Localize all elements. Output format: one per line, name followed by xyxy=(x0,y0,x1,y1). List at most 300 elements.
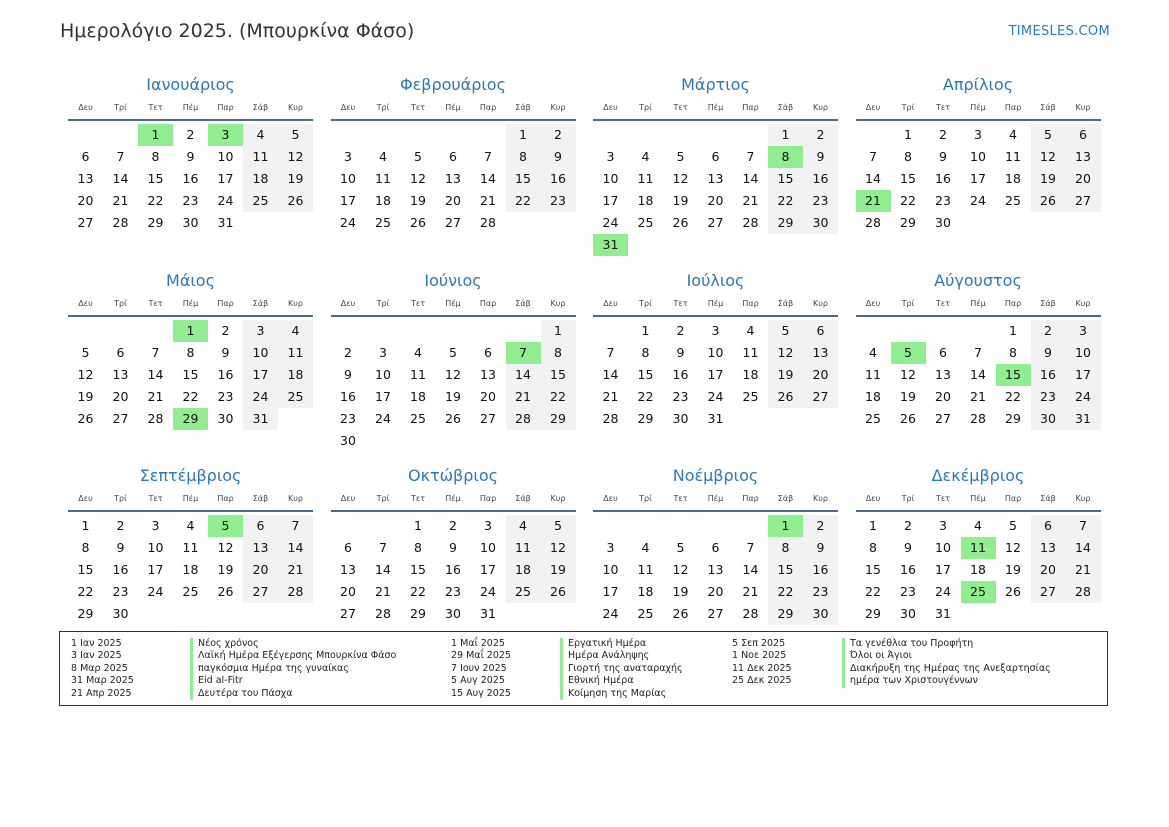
day-cell: 2 xyxy=(449,518,457,533)
day-cell: 25 xyxy=(410,411,426,426)
day-grid xyxy=(856,515,1101,625)
day-cell: 31 xyxy=(707,411,724,426)
day-cell: 6 xyxy=(81,149,90,164)
day-cell: 13 xyxy=(1066,146,1101,168)
day-cell: 6 xyxy=(484,345,492,360)
day-cell: 25 xyxy=(506,581,541,603)
day-cell: 9 xyxy=(676,345,685,360)
holiday-date: 5 Σεπ 2025 xyxy=(732,638,786,649)
day-cell: 18 xyxy=(637,584,654,599)
day-cell: 20 xyxy=(803,364,838,386)
weekday-label: Παρ xyxy=(479,299,497,308)
day-cell: 17 xyxy=(217,171,234,186)
day-cell: 30 xyxy=(112,606,129,621)
day-cell: 4 xyxy=(414,345,422,360)
day-cell: 23 xyxy=(445,584,461,599)
holiday-name: Νέος χρόνος xyxy=(190,638,259,650)
day-cell: 17 xyxy=(707,367,724,382)
weekday-label: Σάβ xyxy=(515,494,531,503)
day-cell: 27 xyxy=(77,215,94,230)
day-cell: 23 xyxy=(340,411,356,426)
day-cell: 4 xyxy=(1009,127,1017,142)
day-cell: 7 xyxy=(484,149,492,164)
day-cell: 8 xyxy=(81,540,90,555)
empty-cell xyxy=(593,515,628,537)
holiday-date: 29 Μαΐ 2025 xyxy=(451,650,511,662)
day-cell: 30 xyxy=(803,212,838,234)
day-cell: 8 xyxy=(186,345,195,360)
empty-cell xyxy=(961,320,996,342)
day-cell: 28 xyxy=(1066,581,1101,603)
day-cell: 7 xyxy=(869,149,877,164)
holiday-name: Εργατική Ημέρα xyxy=(560,638,646,650)
weekday-label: Σάβ xyxy=(1040,299,1056,308)
day-cell: 17 xyxy=(375,389,391,404)
day-cell: 3 xyxy=(1066,320,1101,342)
day-cell: 21 xyxy=(112,193,129,208)
day-cell: 28 xyxy=(865,215,881,230)
empty-cell xyxy=(926,320,961,342)
day-cell: 21 xyxy=(506,386,541,408)
day-cell: 20 xyxy=(340,584,356,599)
weekday-label: Κυρ xyxy=(550,103,566,112)
day-cell: 12 xyxy=(217,540,234,555)
day-cell: 25 xyxy=(742,389,759,404)
day-cell: 6 xyxy=(449,149,457,164)
day-cell: 23 xyxy=(1031,386,1066,408)
day-cell: 13 xyxy=(445,171,461,186)
day-cell: 25 xyxy=(637,606,654,621)
weekday-label: Πέμ xyxy=(445,299,461,308)
weekday-label: Παρ xyxy=(479,103,497,112)
month-calendar xyxy=(856,270,1101,430)
day-cell: 20 xyxy=(480,389,496,404)
month-name: Φεβρουάριος xyxy=(400,75,506,94)
empty-cell xyxy=(733,124,768,146)
day-cell: 3 xyxy=(606,149,615,164)
day-cell: 9 xyxy=(939,149,947,164)
day-cell: 1 xyxy=(869,518,877,533)
day-cell: 20 xyxy=(1031,559,1066,581)
empty-cell xyxy=(891,320,926,342)
day-cell: 1 xyxy=(904,127,912,142)
day-cell: 17 xyxy=(480,562,496,577)
day-cell: 2 xyxy=(186,127,195,142)
weekday-label: Τετ xyxy=(410,494,426,503)
day-cell: 13 xyxy=(77,171,94,186)
holiday-day-cell: 25 xyxy=(961,581,996,603)
day-cell: 29 xyxy=(541,408,576,430)
day-cell: 11 xyxy=(375,171,391,186)
day-cell: 26 xyxy=(672,215,689,230)
holiday-date: 8 Μαρ 2025 xyxy=(71,662,128,674)
weekday-label: Δευ xyxy=(865,103,881,112)
day-cell: 24 xyxy=(147,584,164,599)
day-cell: 14 xyxy=(506,364,541,386)
weekday-label: Πέμ xyxy=(182,299,199,308)
holiday-name: Διακήρυξη της Ημέρας της Ανεξαρτησίας xyxy=(842,663,1051,675)
day-cell: 23 xyxy=(182,193,199,208)
holiday-day-cell: 1 xyxy=(138,124,173,146)
weekday-label: Τρί xyxy=(901,494,915,503)
day-cell: 24 xyxy=(1066,386,1101,408)
holiday-day-cell: 5 xyxy=(208,515,243,537)
day-cell: 26 xyxy=(1005,584,1021,599)
day-cell: 16 xyxy=(803,559,838,581)
day-grid xyxy=(68,320,313,430)
weekday-label: Τρί xyxy=(901,103,915,112)
day-cell: 30 xyxy=(445,606,461,621)
day-cell: 12 xyxy=(541,537,576,559)
empty-cell xyxy=(401,124,436,146)
empty-cell xyxy=(331,515,366,537)
day-cell: 29 xyxy=(768,212,803,234)
day-cell: 15 xyxy=(768,168,803,190)
weekday-label: Τετ xyxy=(673,299,688,308)
day-grid xyxy=(856,124,1101,234)
day-cell: 19 xyxy=(278,168,313,190)
day-cell: 24 xyxy=(375,411,391,426)
day-cell: 13 xyxy=(340,562,356,577)
day-cell: 24 xyxy=(602,606,619,621)
weekday-label: Δευ xyxy=(78,103,93,112)
weekday-label: Κυρ xyxy=(288,494,303,503)
day-cell: 10 xyxy=(602,171,619,186)
weekday-label: Κυρ xyxy=(813,299,828,308)
weekday-label: Σάβ xyxy=(1040,494,1056,503)
month-calendar xyxy=(856,74,1101,234)
day-cell: 10 xyxy=(970,149,986,164)
day-cell: 27 xyxy=(1066,190,1101,212)
day-cell: 6 xyxy=(939,345,947,360)
day-cell: 28 xyxy=(742,215,759,230)
day-cell: 17 xyxy=(147,562,164,577)
weekday-header xyxy=(593,492,838,512)
day-cell: 5 xyxy=(278,124,313,146)
day-cell: 25 xyxy=(637,215,654,230)
day-cell: 30 xyxy=(182,215,199,230)
holiday-name: Δευτέρα του Πάσχα xyxy=(190,688,293,700)
weekday-label: Τετ xyxy=(410,299,426,308)
weekday-label: Σάβ xyxy=(515,103,531,112)
day-cell: 2 xyxy=(803,124,838,146)
weekday-label: Τετ xyxy=(148,103,163,112)
weekday-label: Παρ xyxy=(1004,299,1022,308)
day-grid xyxy=(856,320,1101,430)
day-cell: 21 xyxy=(375,584,391,599)
empty-cell xyxy=(663,515,698,537)
month-calendar xyxy=(593,465,838,625)
day-cell: 29 xyxy=(147,215,164,230)
day-cell: 14 xyxy=(375,562,391,577)
empty-cell xyxy=(366,320,401,342)
day-cell: 22 xyxy=(77,584,94,599)
day-cell: 1 xyxy=(414,518,422,533)
day-cell: 24 xyxy=(340,215,356,230)
day-cell: 14 xyxy=(147,367,164,382)
day-cell: 3 xyxy=(344,149,352,164)
holiday-name: Τα γενέθλια του Προφήτη xyxy=(842,638,973,650)
day-cell: 15 xyxy=(865,562,881,577)
day-cell: 3 xyxy=(939,518,947,533)
day-cell: 2 xyxy=(541,124,576,146)
weekday-header xyxy=(68,297,313,317)
day-cell: 31 xyxy=(243,408,278,430)
day-cell: 14 xyxy=(970,367,986,382)
weekday-label: Σάβ xyxy=(252,494,269,503)
day-cell: 11 xyxy=(410,367,426,382)
empty-cell xyxy=(138,320,173,342)
holiday-date: 7 Ιουν 2025 xyxy=(451,662,507,674)
empty-cell xyxy=(628,124,663,146)
weekday-label: Παρ xyxy=(217,103,234,112)
day-cell: 11 xyxy=(742,345,759,360)
day-cell: 18 xyxy=(182,562,199,577)
empty-cell xyxy=(366,124,401,146)
weekday-label: Δευ xyxy=(865,299,881,308)
day-cell: 23 xyxy=(803,190,838,212)
day-cell: 3 xyxy=(606,540,615,555)
holiday-day-cell: 15 xyxy=(996,364,1031,386)
day-cell: 21 xyxy=(602,389,619,404)
day-cell: 1 xyxy=(1009,323,1017,338)
day-cell: 19 xyxy=(1005,562,1021,577)
weekday-label: Παρ xyxy=(479,494,497,503)
day-cell: 13 xyxy=(707,562,724,577)
weekday-label: Πέμ xyxy=(182,494,199,503)
day-cell: 26 xyxy=(768,386,803,408)
day-cell: 30 xyxy=(935,215,951,230)
day-cell: 18 xyxy=(865,389,881,404)
day-cell: 30 xyxy=(672,411,689,426)
weekday-label: Πέμ xyxy=(182,103,199,112)
day-cell: 1 xyxy=(541,320,576,342)
day-cell: 30 xyxy=(900,606,916,621)
day-cell: 15 xyxy=(637,367,654,382)
day-cell: 5 xyxy=(541,515,576,537)
month-calendar xyxy=(68,74,313,234)
weekday-label: Τετ xyxy=(673,103,688,112)
day-cell: 10 xyxy=(707,345,724,360)
weekday-header xyxy=(856,492,1101,512)
day-cell: 1 xyxy=(506,124,541,146)
day-cell: 10 xyxy=(602,562,619,577)
day-cell: 18 xyxy=(410,389,426,404)
holiday-date: 31 Μαρ 2025 xyxy=(71,675,134,687)
day-cell: 17 xyxy=(602,193,619,208)
day-cell: 4 xyxy=(746,323,755,338)
weekday-label: Τετ xyxy=(410,103,426,112)
day-cell: 12 xyxy=(445,367,461,382)
day-cell: 31 xyxy=(935,606,951,621)
day-cell: 11 xyxy=(506,537,541,559)
day-cell: 18 xyxy=(278,364,313,386)
day-cell: 24 xyxy=(480,584,496,599)
month-name: Ιανουάριος xyxy=(146,75,235,94)
weekday-label: Πέμ xyxy=(707,299,724,308)
day-cell: 19 xyxy=(672,584,689,599)
day-cell: 15 xyxy=(147,171,164,186)
day-cell: 6 xyxy=(1066,124,1101,146)
day-cell: 5 xyxy=(1031,124,1066,146)
empty-cell xyxy=(436,124,471,146)
day-cell: 5 xyxy=(768,320,803,342)
empty-cell xyxy=(103,124,138,146)
day-cell: 23 xyxy=(803,581,838,603)
empty-cell xyxy=(436,320,471,342)
empty-cell xyxy=(733,515,768,537)
month-name: Νοέμβριος xyxy=(672,466,759,485)
day-cell: 10 xyxy=(217,149,234,164)
holiday-date: 1 Μαΐ 2025 xyxy=(451,638,505,649)
day-cell: 2 xyxy=(116,518,125,533)
month-calendar xyxy=(593,74,838,256)
weekday-label: Δευ xyxy=(78,299,93,308)
day-cell: 27 xyxy=(803,386,838,408)
day-cell: 19 xyxy=(445,389,461,404)
day-cell: 3 xyxy=(711,323,720,338)
day-cell: 17 xyxy=(935,562,951,577)
day-cell: 31 xyxy=(217,215,234,230)
day-cell: 18 xyxy=(506,559,541,581)
weekday-header xyxy=(68,492,313,512)
day-cell: 17 xyxy=(602,584,619,599)
day-cell: 22 xyxy=(147,193,164,208)
month-name: Σεπτέμβριος xyxy=(139,466,242,485)
day-cell: 9 xyxy=(904,540,912,555)
day-cell: 22 xyxy=(865,584,881,599)
day-cell: 17 xyxy=(1066,364,1101,386)
weekday-label: Πέμ xyxy=(445,103,461,112)
weekday-header xyxy=(593,297,838,317)
month-calendar xyxy=(331,270,576,452)
holiday-name: ημέρα των Χριστουγέννων xyxy=(842,675,978,687)
day-cell: 7 xyxy=(1066,515,1101,537)
day-cell: 20 xyxy=(77,193,94,208)
day-cell: 10 xyxy=(147,540,164,555)
day-cell: 29 xyxy=(410,606,426,621)
empty-cell xyxy=(698,124,733,146)
day-cell: 7 xyxy=(746,149,755,164)
day-cell: 9 xyxy=(803,146,838,168)
day-cell: 16 xyxy=(541,168,576,190)
weekday-label: Σάβ xyxy=(777,299,794,308)
empty-cell xyxy=(698,515,733,537)
day-cell: 7 xyxy=(278,515,313,537)
weekday-label: Τετ xyxy=(673,494,688,503)
day-cell: 9 xyxy=(541,146,576,168)
day-cell: 7 xyxy=(746,540,755,555)
day-cell: 24 xyxy=(243,386,278,408)
day-cell: 29 xyxy=(637,411,654,426)
day-cell: 2 xyxy=(1031,320,1066,342)
day-cell: 1 xyxy=(81,518,90,533)
holiday-day-cell: 3 xyxy=(208,124,243,146)
weekday-label: Τετ xyxy=(148,494,163,503)
day-cell: 20 xyxy=(112,389,129,404)
day-cell: 13 xyxy=(112,367,129,382)
day-cell: 15 xyxy=(900,171,916,186)
weekday-label: Πέμ xyxy=(707,103,724,112)
day-cell: 14 xyxy=(742,562,759,577)
day-cell: 16 xyxy=(340,389,356,404)
day-cell: 4 xyxy=(869,345,877,360)
day-cell: 28 xyxy=(742,606,759,621)
weekday-label: Παρ xyxy=(742,299,759,308)
weekday-label: Τρί xyxy=(639,494,652,503)
day-cell: 14 xyxy=(1066,537,1101,559)
day-cell: 9 xyxy=(186,149,195,164)
weekday-label: Τετ xyxy=(935,103,951,112)
holiday-day-cell: 29 xyxy=(173,408,208,430)
day-cell: 6 xyxy=(711,540,720,555)
day-cell: 26 xyxy=(410,215,426,230)
day-cell: 30 xyxy=(1031,408,1066,430)
empty-cell xyxy=(856,124,891,146)
weekday-label: Τρί xyxy=(376,103,390,112)
day-cell: 27 xyxy=(707,606,724,621)
month-calendar xyxy=(68,465,313,625)
day-cell: 9 xyxy=(116,540,125,555)
day-cell: 11 xyxy=(865,367,881,382)
day-cell: 4 xyxy=(506,515,541,537)
day-cell: 22 xyxy=(768,190,803,212)
day-cell: 11 xyxy=(1005,149,1021,164)
weekday-label: Παρ xyxy=(742,103,759,112)
day-cell: 30 xyxy=(340,433,356,448)
day-cell: 14 xyxy=(278,537,313,559)
empty-cell xyxy=(506,320,541,342)
day-cell: 8 xyxy=(641,345,650,360)
day-cell: 31 xyxy=(1066,408,1101,430)
day-grid xyxy=(593,515,838,625)
day-cell: 4 xyxy=(278,320,313,342)
day-cell: 19 xyxy=(410,193,426,208)
day-cell: 3 xyxy=(379,345,387,360)
holiday-day-cell: 21 xyxy=(856,190,891,212)
day-cell: 29 xyxy=(865,606,881,621)
weekday-label: Πέμ xyxy=(970,103,986,112)
month-calendar xyxy=(331,74,576,234)
day-cell: 30 xyxy=(803,603,838,625)
weekday-label: Τρί xyxy=(376,299,390,308)
weekday-label: Πέμ xyxy=(445,494,461,503)
day-cell: 14 xyxy=(112,171,129,186)
weekday-label: Δευ xyxy=(78,494,93,503)
day-cell: 13 xyxy=(1031,537,1066,559)
day-cell: 12 xyxy=(410,171,426,186)
day-cell: 11 xyxy=(278,342,313,364)
day-cell: 25 xyxy=(375,215,391,230)
weekday-label: Τρί xyxy=(114,103,127,112)
weekday-label: Παρ xyxy=(217,494,234,503)
day-grid xyxy=(68,515,313,625)
day-cell: 16 xyxy=(112,562,129,577)
day-cell: 18 xyxy=(375,193,391,208)
weekday-label: Παρ xyxy=(742,494,759,503)
day-cell: 24 xyxy=(935,584,951,599)
day-cell: 4 xyxy=(641,149,650,164)
empty-cell xyxy=(366,515,401,537)
weekday-label: Τετ xyxy=(148,299,163,308)
site-link[interactable]: TIMESLES.COM xyxy=(1008,24,1110,39)
day-cell: 12 xyxy=(672,171,689,186)
day-cell: 2 xyxy=(344,345,352,360)
day-grid xyxy=(331,320,576,452)
holiday-name: Εθνική Ημέρα xyxy=(560,675,634,687)
day-cell: 27 xyxy=(1031,581,1066,603)
day-cell: 5 xyxy=(414,149,422,164)
